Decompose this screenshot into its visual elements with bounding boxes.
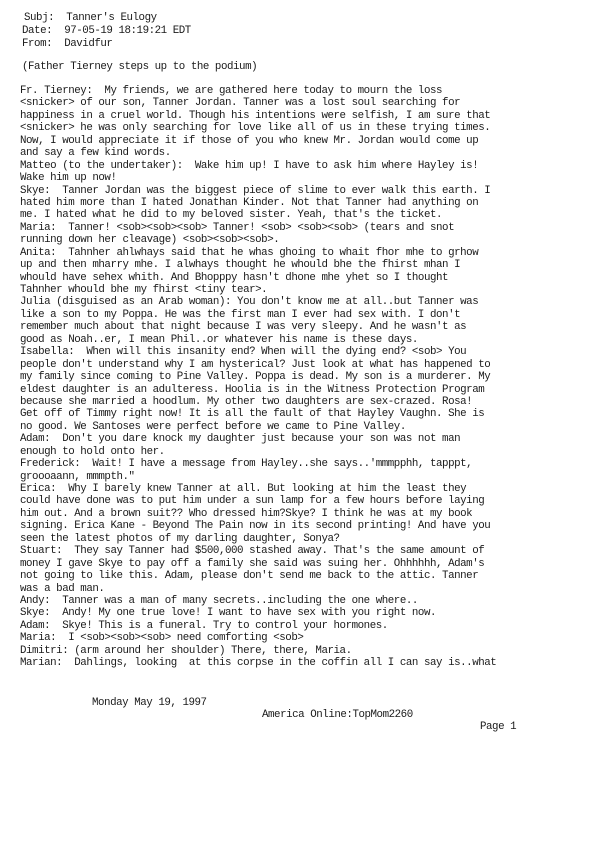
transcript-line: groooaann, mmmpth." — [20, 470, 135, 483]
transcript-line: Adam: Don't you dare knock my daughter just because your son was not man — [20, 433, 461, 446]
header-from: From: Davidfur — [22, 38, 113, 50]
transcript-line: Fr. Tierney: My friends, we are gathered here today to mourn the loss — [20, 85, 443, 97]
transcript-line: running down her cleavage) <sob><sob><sob>. — [20, 234, 280, 247]
transcript-line: signing. Erica Kane - Beyond The Pain now in its second printing! And have you — [20, 520, 491, 533]
transcript-line: Julia (disguised as an Arab woman): You don't know me at all..but Tanner was — [20, 296, 479, 309]
page-footer — [92, 685, 517, 745]
transcript-line: Anita: Tahnher ahlwhays said that he whas ghoing to whait fhor mhe to grhow — [20, 246, 479, 259]
transcript-line: good as Noah..er, I mean Phil..or whatever his name is these days. — [20, 333, 418, 346]
transcript-line: Skye: Tanner Jordan was the biggest piece of slime to ever walk this earth. I — [20, 184, 491, 197]
header-subject: Subj: Tanner's Eulogy — [24, 12, 157, 24]
transcript-line: enough to hold onto her. — [20, 445, 165, 458]
transcript-line: Marian: Dahlings, looking at this corpse in the coffin all I can say is..what — [20, 657, 497, 670]
transcript-line: Adam: Skye! This is a funeral. Try to control your hormones. — [20, 619, 388, 632]
eulogy-transcript — [20, 85, 608, 670]
transcript-line: no good. We Santoses were perfect before we came to Pine Valley. — [20, 420, 406, 433]
transcript-line: Now, I would appreciate it if those of you who knew Mr. Jordan would come up — [20, 134, 479, 147]
transcript-line: like a son to my Poppa. He was the first man I ever had sex with. I don't — [20, 308, 461, 321]
transcript-line: up and then mharry mhe. I alwhays thought he whould bhe the fhirst mhan I — [20, 259, 461, 272]
transcript-line: Maria: Tanner! <sob><sob><sob> Tanner! <sob> <sob><sob> (tears and snot — [20, 221, 455, 234]
transcript-line: Frederick: Wait! I have a message from Hayley..she says..'mmmpphh, tapppt, — [20, 458, 473, 471]
transcript-line: me. I hated what he did to my beloved sister. Yeah, that's the ticket. — [20, 209, 443, 222]
transcript-line: Get off of Timmy right now! It is all the fault of that Hayley Vaughn. She is — [20, 408, 485, 421]
footer-date: Monday May 19, 1997 — [92, 697, 207, 709]
transcript-line: Wake him up now! — [20, 172, 117, 185]
footer-service: America Online:TopMom2260 — [262, 709, 413, 721]
transcript-line: eldest daughter is an adulteress. Hoolia is in the Witness Protection Program — [20, 383, 485, 396]
transcript-line: my family since coming to Pine Valley. Poppa is dead. My son is a murderer. My — [20, 371, 491, 384]
transcript-line: Dimitri: (arm around her shoulder) There, there, Maria. — [20, 644, 352, 657]
transcript-line: <snicker> of our son, Tanner Jordan. Tanner was a lost soul searching for — [20, 97, 461, 110]
transcript-line: remember much about that night because I was very sleepy. And he wasn't as — [20, 321, 467, 334]
transcript-line: money I gave Skye to pay off a family she said was suing her. Ohhhhhh, Adam's — [20, 557, 485, 570]
transcript-line: whould have sehex whith. And Bhopppy hasn't dhone mhe yhet so I thought — [20, 271, 449, 284]
transcript-line: Isabella: When will this insanity end? When will the dying end? <sob> You — [20, 346, 467, 359]
footer-page-number: Page 1 — [480, 721, 517, 733]
transcript-line: him out. And a brown suit?? Who dressed him?Skye? I think he was at my book — [20, 507, 473, 520]
transcript-line: Stuart: They say Tanner had $500,000 stashed away. That's the same amount of — [20, 545, 485, 558]
stage-direction: (Father Tierney steps up to the podium) — [22, 61, 258, 73]
transcript-line: not going to like this. Adam, please don't send me back to the attic. Tanner — [20, 570, 479, 583]
transcript-line: seen the latest photos of my darling daughter, Sonya? — [20, 532, 340, 545]
transcript-line: Matteo (to the undertaker): Wake him up! I have to ask him where Hayley is! — [20, 159, 479, 172]
transcript-line: Maria: I <sob><sob><sob> need comforting <sob> — [20, 632, 304, 645]
transcript-line: people don't understand why I am hysterical? Just look at what has happened to — [20, 358, 491, 371]
header-date: Date: 97-05-19 18:19:21 EDT — [22, 25, 191, 37]
transcript-line: and say a few kind words. — [20, 147, 171, 160]
transcript-line: happiness in a cruel world. Though his intentions were selfish, I am sure that — [20, 109, 491, 122]
transcript-line: hated him more than I hated Jonathan Kinder. Not that Tanner had anything on — [20, 196, 479, 209]
transcript-line: Erica: Why I barely knew Tanner at all. But looking at him the least they — [20, 483, 467, 495]
transcript-line: Tahnher whould bhe my fhirst <tiny tear>. — [20, 284, 268, 296]
transcript-line: was a bad man. — [20, 582, 105, 595]
transcript-line: Andy: Tanner was a man of many secrets..including the one where.. — [20, 594, 418, 607]
transcript-line: <snicker> he was only searching for love like all of us in these trying times. — [20, 122, 491, 135]
transcript-line: because she married a hoodlum. My other two daughters are sex-crazed. Rosa! — [20, 395, 473, 408]
transcript-line: Skye: Andy! My one true love! I want to have sex with you right now. — [20, 607, 437, 620]
transcript-line: could have done was to put him under a sun lamp for a few hours before laying — [20, 495, 485, 508]
